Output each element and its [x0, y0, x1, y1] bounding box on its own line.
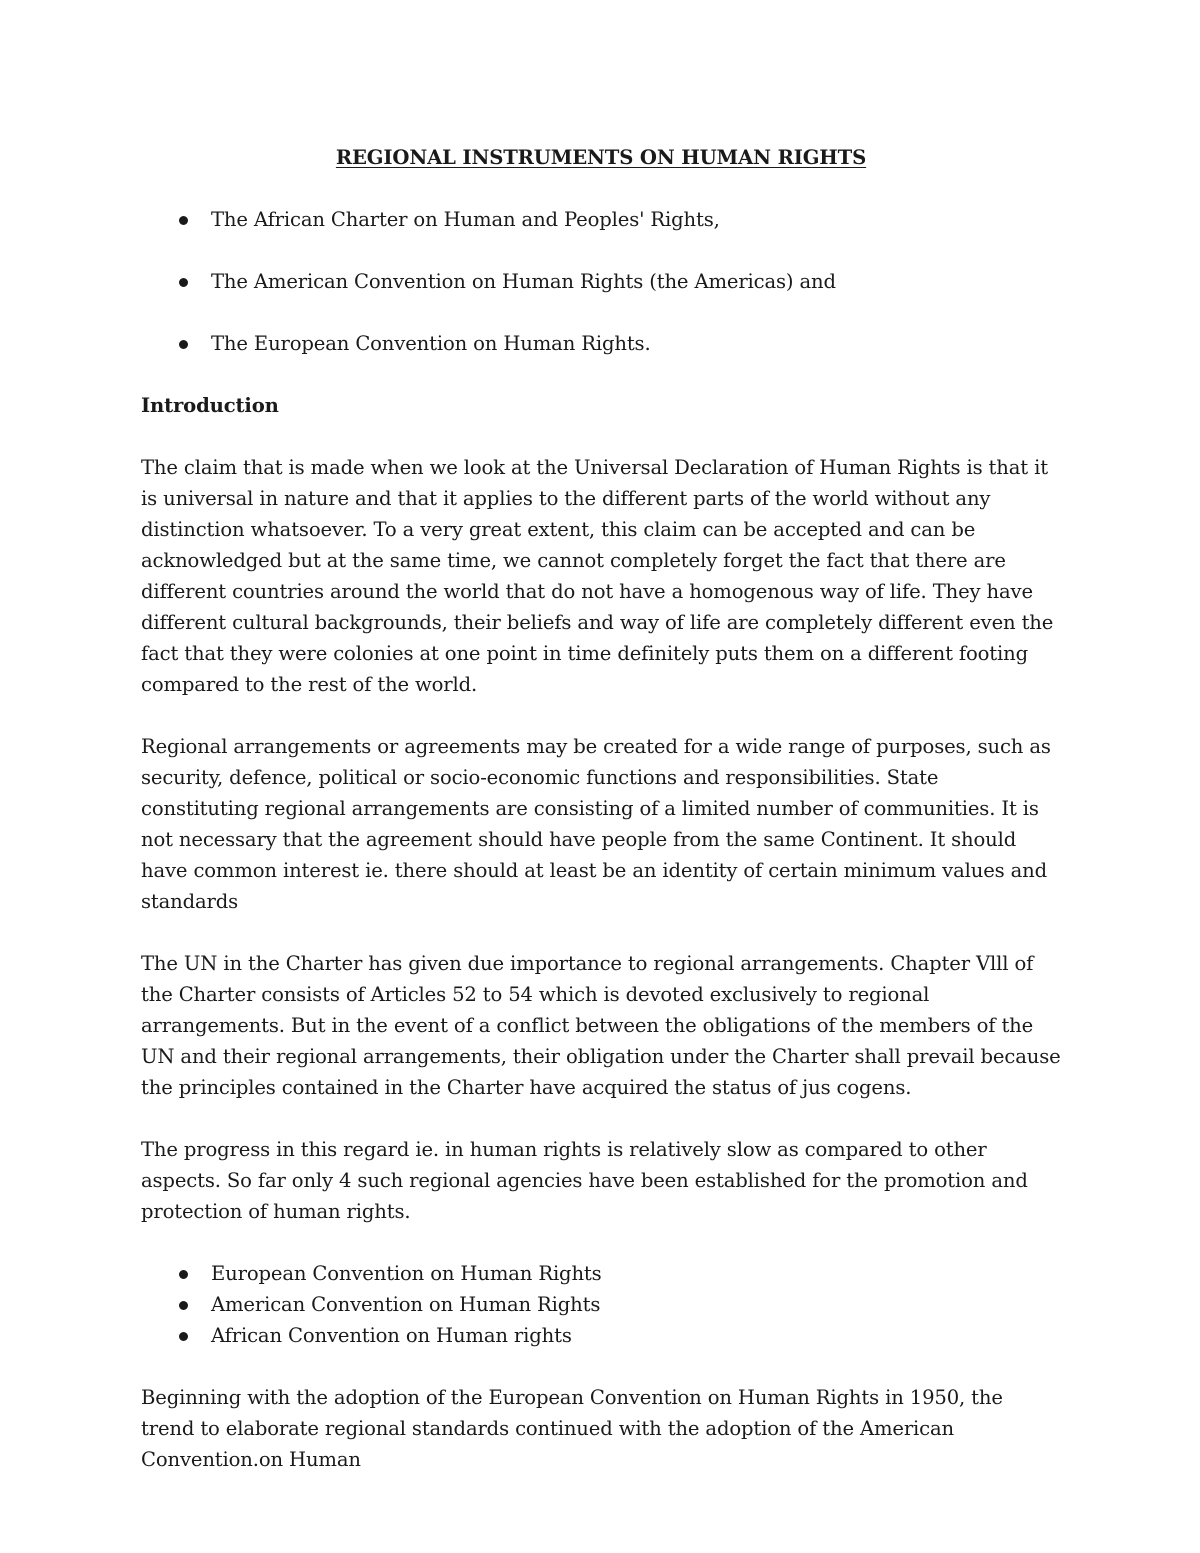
list-item-text: European Convention on Human Rights	[211, 1262, 602, 1285]
bullet-icon	[179, 278, 188, 287]
paragraph-universal-claim: The claim that is made when we look at the Universal Declaration of Human Rights is that it is universal in nature and that it applies to the different parts of the world without any distinction whatsoever. To a very great extent, this claim can be accepted and can be acknowledged but at the same time, we cannot completely forget the fact that there are different countries around the world that do not have a homogenous way of life. They have different cultural backgrounds, their beliefs and way of life are completely different even the fact that they were colonies at one point in time definitely puts them on a different footing compared to the rest of the world.	[141, 456, 1054, 696]
paragraph-progress: The progress in this regard ie. in human rights is relatively slow as compared to other aspects. So far only 4 such regional agencies have been established for the promotion and protection of human rights.	[141, 1138, 1028, 1223]
introduction-heading: Introduction	[141, 394, 279, 417]
paragraph-closing: Beginning with the adoption of the European Convention on Human Rights in 1950, the trend to elaborate regional standards continued with the adoption of the American Convention.on Human	[141, 1386, 1003, 1471]
list-item	[141, 1320, 1061, 1351]
list-item	[141, 204, 1061, 235]
list-item-text: The African Charter on Human and Peoples' Rights,	[211, 208, 720, 231]
list-item	[141, 1258, 1061, 1289]
bullet-icon	[179, 1301, 188, 1310]
list-item	[141, 266, 1061, 297]
instruments-list	[141, 204, 1061, 359]
list-item-text: The American Convention on Human Rights (the Americas) and	[211, 270, 836, 293]
list-item	[141, 1289, 1061, 1320]
paragraph-un-charter: The UN in the Charter has given due importance to regional arrangements. Chapter Vlll of the Charter consists of Articles 52 to 54 which is devoted exclusively to regional arrangements. But in the event of a conflict between the obligations of the members of the UN and their regional arrangements, their obligation under the Charter shall prevail because the principles contained in the Charter have acquired the status of jus cogens.	[141, 952, 1061, 1099]
list-item-text: American Convention on Human Rights	[211, 1293, 601, 1316]
agencies-list	[141, 1258, 1061, 1351]
list-item	[141, 328, 1061, 359]
document-title: REGIONAL INSTRUMENTS ON HUMAN RIGHTS	[335, 146, 867, 169]
list-item-text: African Convention on Human rights	[211, 1324, 572, 1347]
paragraph-regional-arrangements: Regional arrangements or agreements may be created for a wide range of purposes, such as security, defence, political or socio-economic functions and responsibilities. State constituting regional arrangements are consisting of a limited number of communities. It is not necessary that the agreement should have people from the same Continent. It should have common interest ie. there should at least be an identity of certain minimum values and standards	[141, 735, 1051, 913]
bullet-icon	[179, 1270, 188, 1279]
bullet-icon	[179, 340, 188, 349]
document-body	[141, 142, 1061, 1506]
bullet-icon	[179, 1332, 188, 1341]
bullet-icon	[179, 216, 188, 225]
list-item-text: The European Convention on Human Rights.	[211, 332, 651, 355]
